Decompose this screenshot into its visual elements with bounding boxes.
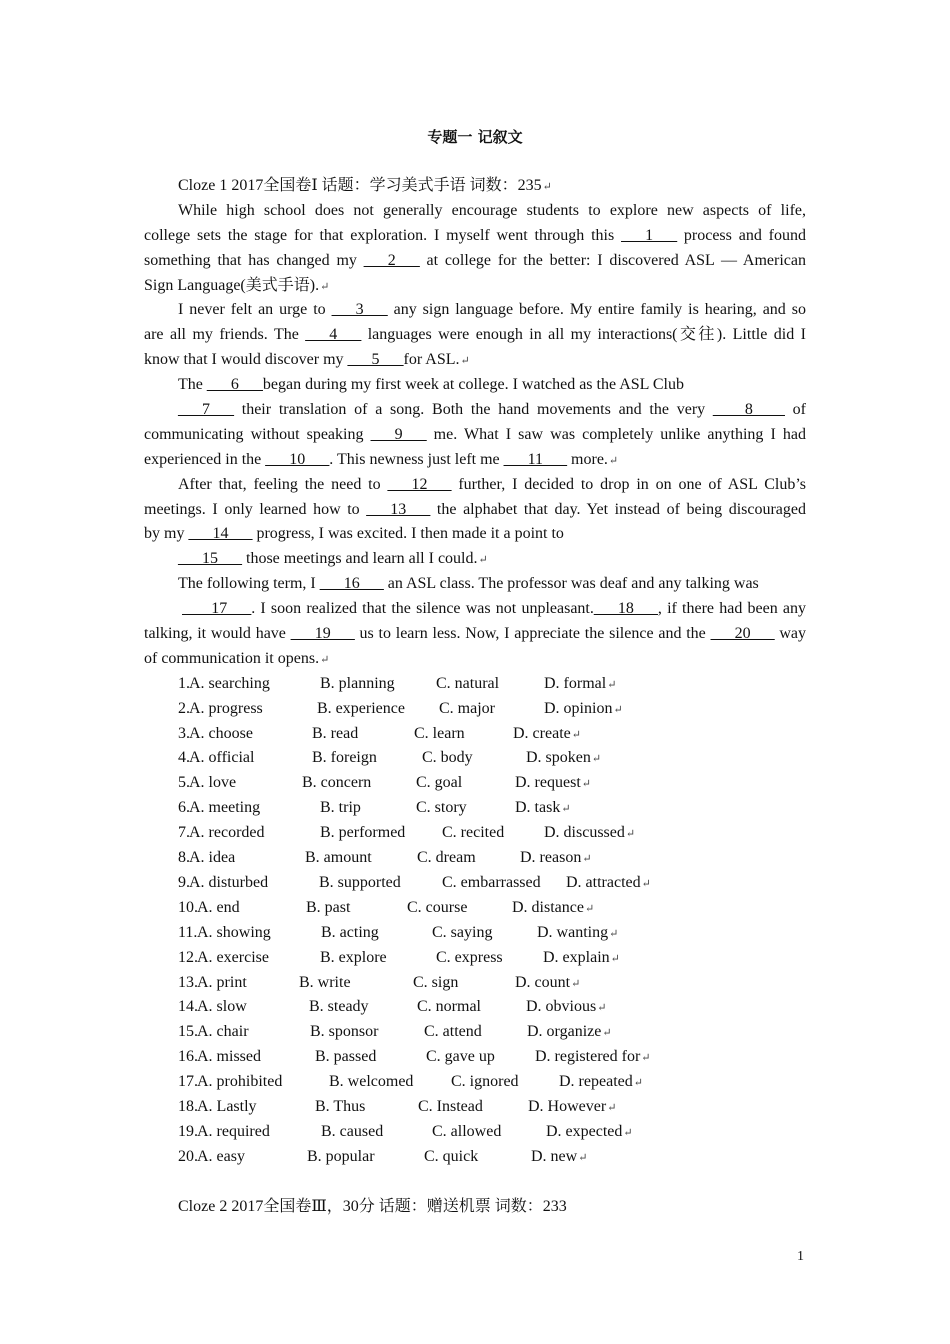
- blank-11: ___11___: [503, 450, 568, 468]
- option-b: B. planning: [320, 674, 395, 692]
- question-number: 4.: [178, 749, 190, 767]
- blank-20: ___20___: [710, 625, 775, 643]
- question-number: 5.: [178, 774, 190, 792]
- option-row: [144, 1145, 806, 1170]
- option-d-wrap: [526, 746, 601, 772]
- paragraph-mark-icon: ↵: [625, 828, 636, 841]
- blank-10: ___10___: [265, 450, 330, 468]
- option-b: B. popular: [307, 1147, 375, 1165]
- option-d: D. count: [515, 973, 571, 991]
- option-c: C. attend: [424, 1023, 482, 1041]
- option-c: C. quick: [424, 1147, 479, 1165]
- option-c: C. course: [407, 898, 468, 916]
- option-d-wrap: [528, 1095, 616, 1121]
- blank-16: ___16___: [319, 575, 384, 593]
- option-c: C. story: [416, 799, 467, 817]
- option-a: A. progress: [189, 699, 263, 717]
- option-b: B. trip: [320, 799, 361, 817]
- option-row: [144, 871, 806, 896]
- blank-9: ___9___: [370, 425, 427, 443]
- blank-14: ___14___: [188, 525, 253, 543]
- passage-line: by my ___14___ progress, I was excited. I then made it a point to: [144, 525, 564, 543]
- paragraph-mark-icon: ↵: [320, 653, 330, 666]
- option-d-wrap: [546, 1120, 633, 1146]
- paragraph-mark-icon: ↵: [641, 1052, 651, 1065]
- option-row: [144, 722, 806, 747]
- option-row: [144, 697, 806, 722]
- option-b: B. foreign: [312, 749, 377, 767]
- passage-line: talking, it would have ___19___ us to learn less. Now, I appreciate the silence and the ___20___ way: [144, 625, 807, 643]
- option-a: A. Lastly: [197, 1097, 257, 1115]
- question-number: 17.: [178, 1073, 198, 1091]
- option-a: A. slow: [197, 998, 247, 1016]
- question-number: 1.: [178, 674, 190, 692]
- option-d: D. repeated: [559, 1073, 633, 1091]
- option-d-wrap: [544, 672, 616, 698]
- option-d: D. attracted: [566, 873, 641, 891]
- option-c: C. gave up: [426, 1048, 495, 1066]
- option-d: D. explain: [543, 948, 610, 966]
- blank-5: ___5___: [347, 351, 404, 369]
- option-b: B. sponsor: [310, 1023, 379, 1041]
- option-row: [144, 821, 806, 846]
- option-d-wrap: [566, 871, 651, 897]
- paragraph-mark-icon: ↵: [578, 1151, 588, 1164]
- option-row: [144, 1120, 806, 1145]
- option-b: B. steady: [309, 998, 369, 1016]
- question-number: 7.: [178, 824, 190, 842]
- paragraph-mark-icon: ↵: [608, 454, 619, 467]
- option-d-wrap: [543, 946, 620, 972]
- option-row: [144, 995, 806, 1020]
- question-number: 15.: [178, 1023, 198, 1041]
- option-d-wrap: [515, 771, 591, 797]
- blank-12: ___12___: [387, 475, 452, 493]
- paragraph-mark-icon: ↵: [561, 803, 571, 816]
- blank-7: ___7___: [178, 401, 234, 419]
- blank-19: ___19___: [290, 625, 355, 643]
- paragraph-mark-icon: ↵: [581, 778, 591, 791]
- option-a: A. official: [189, 749, 255, 767]
- option-d: D. obvious: [526, 998, 597, 1016]
- option-d: D. discussed: [544, 824, 625, 842]
- cloze1-header: Cloze 1 2017全国卷Ⅰ 话题：学习美式手语 词数：235↵: [178, 177, 552, 194]
- paragraph-mark-icon: ↵: [584, 902, 595, 915]
- option-d: D. However: [528, 1097, 607, 1115]
- option-a: A. prohibited: [197, 1073, 283, 1091]
- blank-1: ___1___: [621, 226, 678, 244]
- paragraph-mark-icon: ↵: [607, 678, 617, 691]
- option-d: D. task: [515, 799, 561, 817]
- passage-line: After that, feeling the need to ___12___ further, I decided to drop in on one of ASL Club’s: [178, 475, 807, 493]
- option-a: A. choose: [189, 724, 253, 742]
- option-d: D. expected: [546, 1122, 623, 1140]
- option-row: [144, 746, 806, 771]
- passage-line: communicating without speaking ___9___ me. What I saw was completely unlike anything I had: [144, 425, 807, 443]
- option-row: [144, 846, 806, 871]
- paragraph-mark-icon: ↵: [591, 753, 602, 766]
- option-d: D. organize: [527, 1023, 602, 1041]
- paragraph-mark-icon: ↵: [597, 1002, 607, 1015]
- passage-line: meetings. I only learned how to ___13___ the alphabet that day. Yet instead of being discouraged: [144, 500, 807, 518]
- passage-line: of communication it opens.↵: [144, 649, 330, 667]
- passage-line: something that has changed my ___2___ at college for the better: I discovered ASL — American: [144, 251, 807, 269]
- option-b: B. performed: [320, 824, 406, 842]
- option-b: B. past: [306, 898, 351, 916]
- option-a: A. print: [197, 973, 247, 991]
- option-d: D. spoken: [526, 749, 591, 767]
- question-number: 2.: [178, 699, 190, 717]
- question-number: 6.: [178, 799, 190, 817]
- passage-line: know that I would discover my ___5___for ASL.↵: [144, 351, 470, 369]
- option-c: C. Instead: [418, 1097, 483, 1115]
- option-a: A. searching: [189, 674, 270, 692]
- paragraph-mark-icon: ↵: [478, 554, 488, 567]
- option-c: C. body: [422, 749, 473, 767]
- blank-4: ___4___: [305, 326, 362, 344]
- passage-line: I never felt an urge to ___3___ any sign language before. My entire family is hearing, and so: [178, 301, 806, 319]
- passage-line: While high school does not generally encourage students to explore new aspects of life,: [178, 201, 806, 219]
- cloze2-header: Cloze 2 2017全国卷Ⅲ，30分 话题：赠送机票 词数：233: [178, 1197, 567, 1215]
- passage-line: The following term, I ___16___ an ASL class. The professor was deaf and any talking was: [178, 575, 759, 593]
- passage-line: ___7___ their translation of a song. Both the hand movements and the very ____8____ of: [178, 401, 807, 419]
- passage-line: ___17___. I soon realized that the silence was not unpleasant.___18___, if there had been any: [182, 600, 807, 618]
- option-b: B. acting: [321, 923, 379, 941]
- option-row: [144, 1020, 806, 1045]
- question-number: 3.: [178, 724, 190, 742]
- paragraph-mark-icon: ↵: [623, 1126, 633, 1139]
- page-number: 1: [797, 1249, 804, 1264]
- question-number: 20.: [178, 1147, 198, 1165]
- question-number: 9.: [178, 873, 190, 891]
- passage-line: experienced in the ___10___. This newness just left me ___11___ more.↵: [144, 450, 619, 468]
- option-b: B. welcomed: [329, 1073, 414, 1091]
- question-number: 13.: [178, 973, 198, 991]
- option-row: [144, 946, 806, 971]
- option-row: [144, 971, 806, 996]
- option-b: B. Thus: [315, 1097, 366, 1115]
- option-d-wrap: [535, 1045, 651, 1071]
- option-d: D. request: [515, 774, 581, 792]
- option-row: [144, 672, 806, 697]
- option-b: B. caused: [321, 1122, 384, 1140]
- option-c: C. embarrassed: [442, 873, 541, 891]
- paragraph-mark-icon: ↵: [571, 977, 581, 990]
- passage-line: The ___6___began during my first week at college. I watched as the ASL Club: [178, 376, 684, 394]
- option-c: C. dream: [417, 849, 476, 867]
- option-row: [144, 1070, 806, 1095]
- page-title: 专题一 记叙文: [427, 128, 523, 146]
- option-row: [144, 796, 806, 821]
- option-a: A. love: [189, 774, 237, 792]
- option-a: A. meeting: [189, 799, 261, 817]
- option-row: [144, 896, 806, 921]
- question-number: 16.: [178, 1048, 198, 1066]
- option-c: C. sign: [413, 973, 459, 991]
- paragraph-mark-icon: ↵: [602, 1027, 612, 1040]
- option-c: C. allowed: [432, 1122, 502, 1140]
- option-d-wrap: [531, 1145, 587, 1171]
- option-c: C. normal: [417, 998, 481, 1016]
- option-b: B. passed: [315, 1048, 377, 1066]
- blank-8: ____8____: [712, 401, 785, 419]
- option-c: C. saying: [432, 923, 493, 941]
- paragraph-mark-icon: ↵: [571, 728, 581, 741]
- options-list: [144, 672, 806, 1170]
- question-number: 10.: [178, 898, 198, 916]
- option-d: D. create: [513, 724, 571, 742]
- option-a: A. recorded: [189, 824, 265, 842]
- option-d-wrap: [544, 821, 635, 847]
- option-d-wrap: [515, 796, 571, 822]
- option-a: A. chair: [197, 1023, 249, 1041]
- option-a: A. easy: [197, 1147, 245, 1165]
- option-a: A. idea: [189, 849, 236, 867]
- blank-18: ___18___: [593, 600, 658, 618]
- paragraph-mark-icon: ↵: [542, 181, 552, 193]
- option-b: B. read: [312, 724, 359, 742]
- passage-line: ___15___ those meetings and learn all I could.↵: [178, 550, 488, 568]
- option-b: B. write: [299, 973, 351, 991]
- paragraph-mark-icon: ↵: [641, 877, 651, 890]
- option-d: D. registered for: [535, 1048, 641, 1066]
- question-number: 11.: [178, 923, 198, 941]
- option-b: B. explore: [320, 948, 387, 966]
- option-c: C. express: [436, 948, 503, 966]
- option-a: A. showing: [197, 923, 271, 941]
- question-number: 18.: [178, 1097, 198, 1115]
- option-c: C. learn: [414, 724, 465, 742]
- option-c: C. major: [439, 699, 495, 717]
- option-a: A. disturbed: [189, 873, 269, 891]
- option-d-wrap: [544, 697, 623, 723]
- option-row: [144, 921, 806, 946]
- option-d-wrap: [513, 722, 581, 748]
- option-b: B. supported: [319, 873, 401, 891]
- option-d: D. new: [531, 1147, 578, 1165]
- option-d: D. reason: [520, 849, 582, 867]
- option-d-wrap: [526, 995, 606, 1021]
- option-c: C. recited: [442, 824, 505, 842]
- blank-3: ___3___: [331, 301, 388, 319]
- option-d: D. opinion: [544, 699, 613, 717]
- paragraph-mark-icon: ↵: [320, 280, 330, 293]
- blank-17: ___17___: [182, 600, 252, 618]
- paragraph-mark-icon: ↵: [607, 1101, 617, 1114]
- option-b: B. amount: [305, 849, 372, 867]
- option-row: [144, 1095, 806, 1120]
- passage-line: college sets the stage for that exploration. I myself went through this ___1___ process and found: [144, 226, 806, 244]
- blank-15: ___15___: [178, 550, 242, 568]
- option-a: A. missed: [197, 1048, 261, 1066]
- option-a: A. exercise: [197, 948, 269, 966]
- option-c: C. goal: [416, 774, 463, 792]
- question-number: 12.: [178, 948, 198, 966]
- option-row: [144, 1045, 806, 1070]
- blank-2: ___2___: [363, 251, 420, 269]
- option-d-wrap: [537, 921, 618, 947]
- option-c: C. natural: [436, 674, 500, 692]
- paragraph-mark-icon: ↵: [609, 927, 619, 940]
- option-row: [144, 771, 806, 796]
- passage-line: Sign Language(美式手语).↵: [144, 276, 330, 294]
- option-b: B. concern: [302, 774, 372, 792]
- blank-6: ___6___: [206, 376, 263, 394]
- blank-13: ___13___: [366, 500, 431, 518]
- paragraph-mark-icon: ↵: [610, 952, 620, 965]
- option-d-wrap: [527, 1020, 612, 1046]
- option-d-wrap: [520, 846, 592, 872]
- option-c: C. ignored: [451, 1073, 519, 1091]
- question-number: 14.: [178, 998, 198, 1016]
- option-d-wrap: [515, 971, 580, 997]
- paragraph-mark-icon: ↵: [582, 853, 592, 866]
- option-d: D. formal: [544, 674, 607, 692]
- option-a: A. end: [197, 898, 240, 916]
- passage-line: are all my friends. The ___4___ languages were enough in all my interactions(交往). Little did I: [144, 326, 807, 344]
- paragraph-mark-icon: ↵: [613, 703, 623, 716]
- question-number: 8.: [178, 849, 190, 867]
- paragraph-mark-icon: ↵: [460, 355, 470, 368]
- option-d-wrap: [559, 1070, 643, 1096]
- document-body: [144, 174, 806, 1219]
- paragraph-mark-icon: ↵: [633, 1077, 643, 1090]
- option-d: D. distance: [512, 898, 584, 916]
- option-a: A. required: [197, 1122, 270, 1140]
- option-d-wrap: [512, 896, 594, 922]
- option-d: D. wanting: [537, 923, 609, 941]
- option-b: B. experience: [317, 699, 405, 717]
- question-number: 19.: [178, 1122, 198, 1140]
